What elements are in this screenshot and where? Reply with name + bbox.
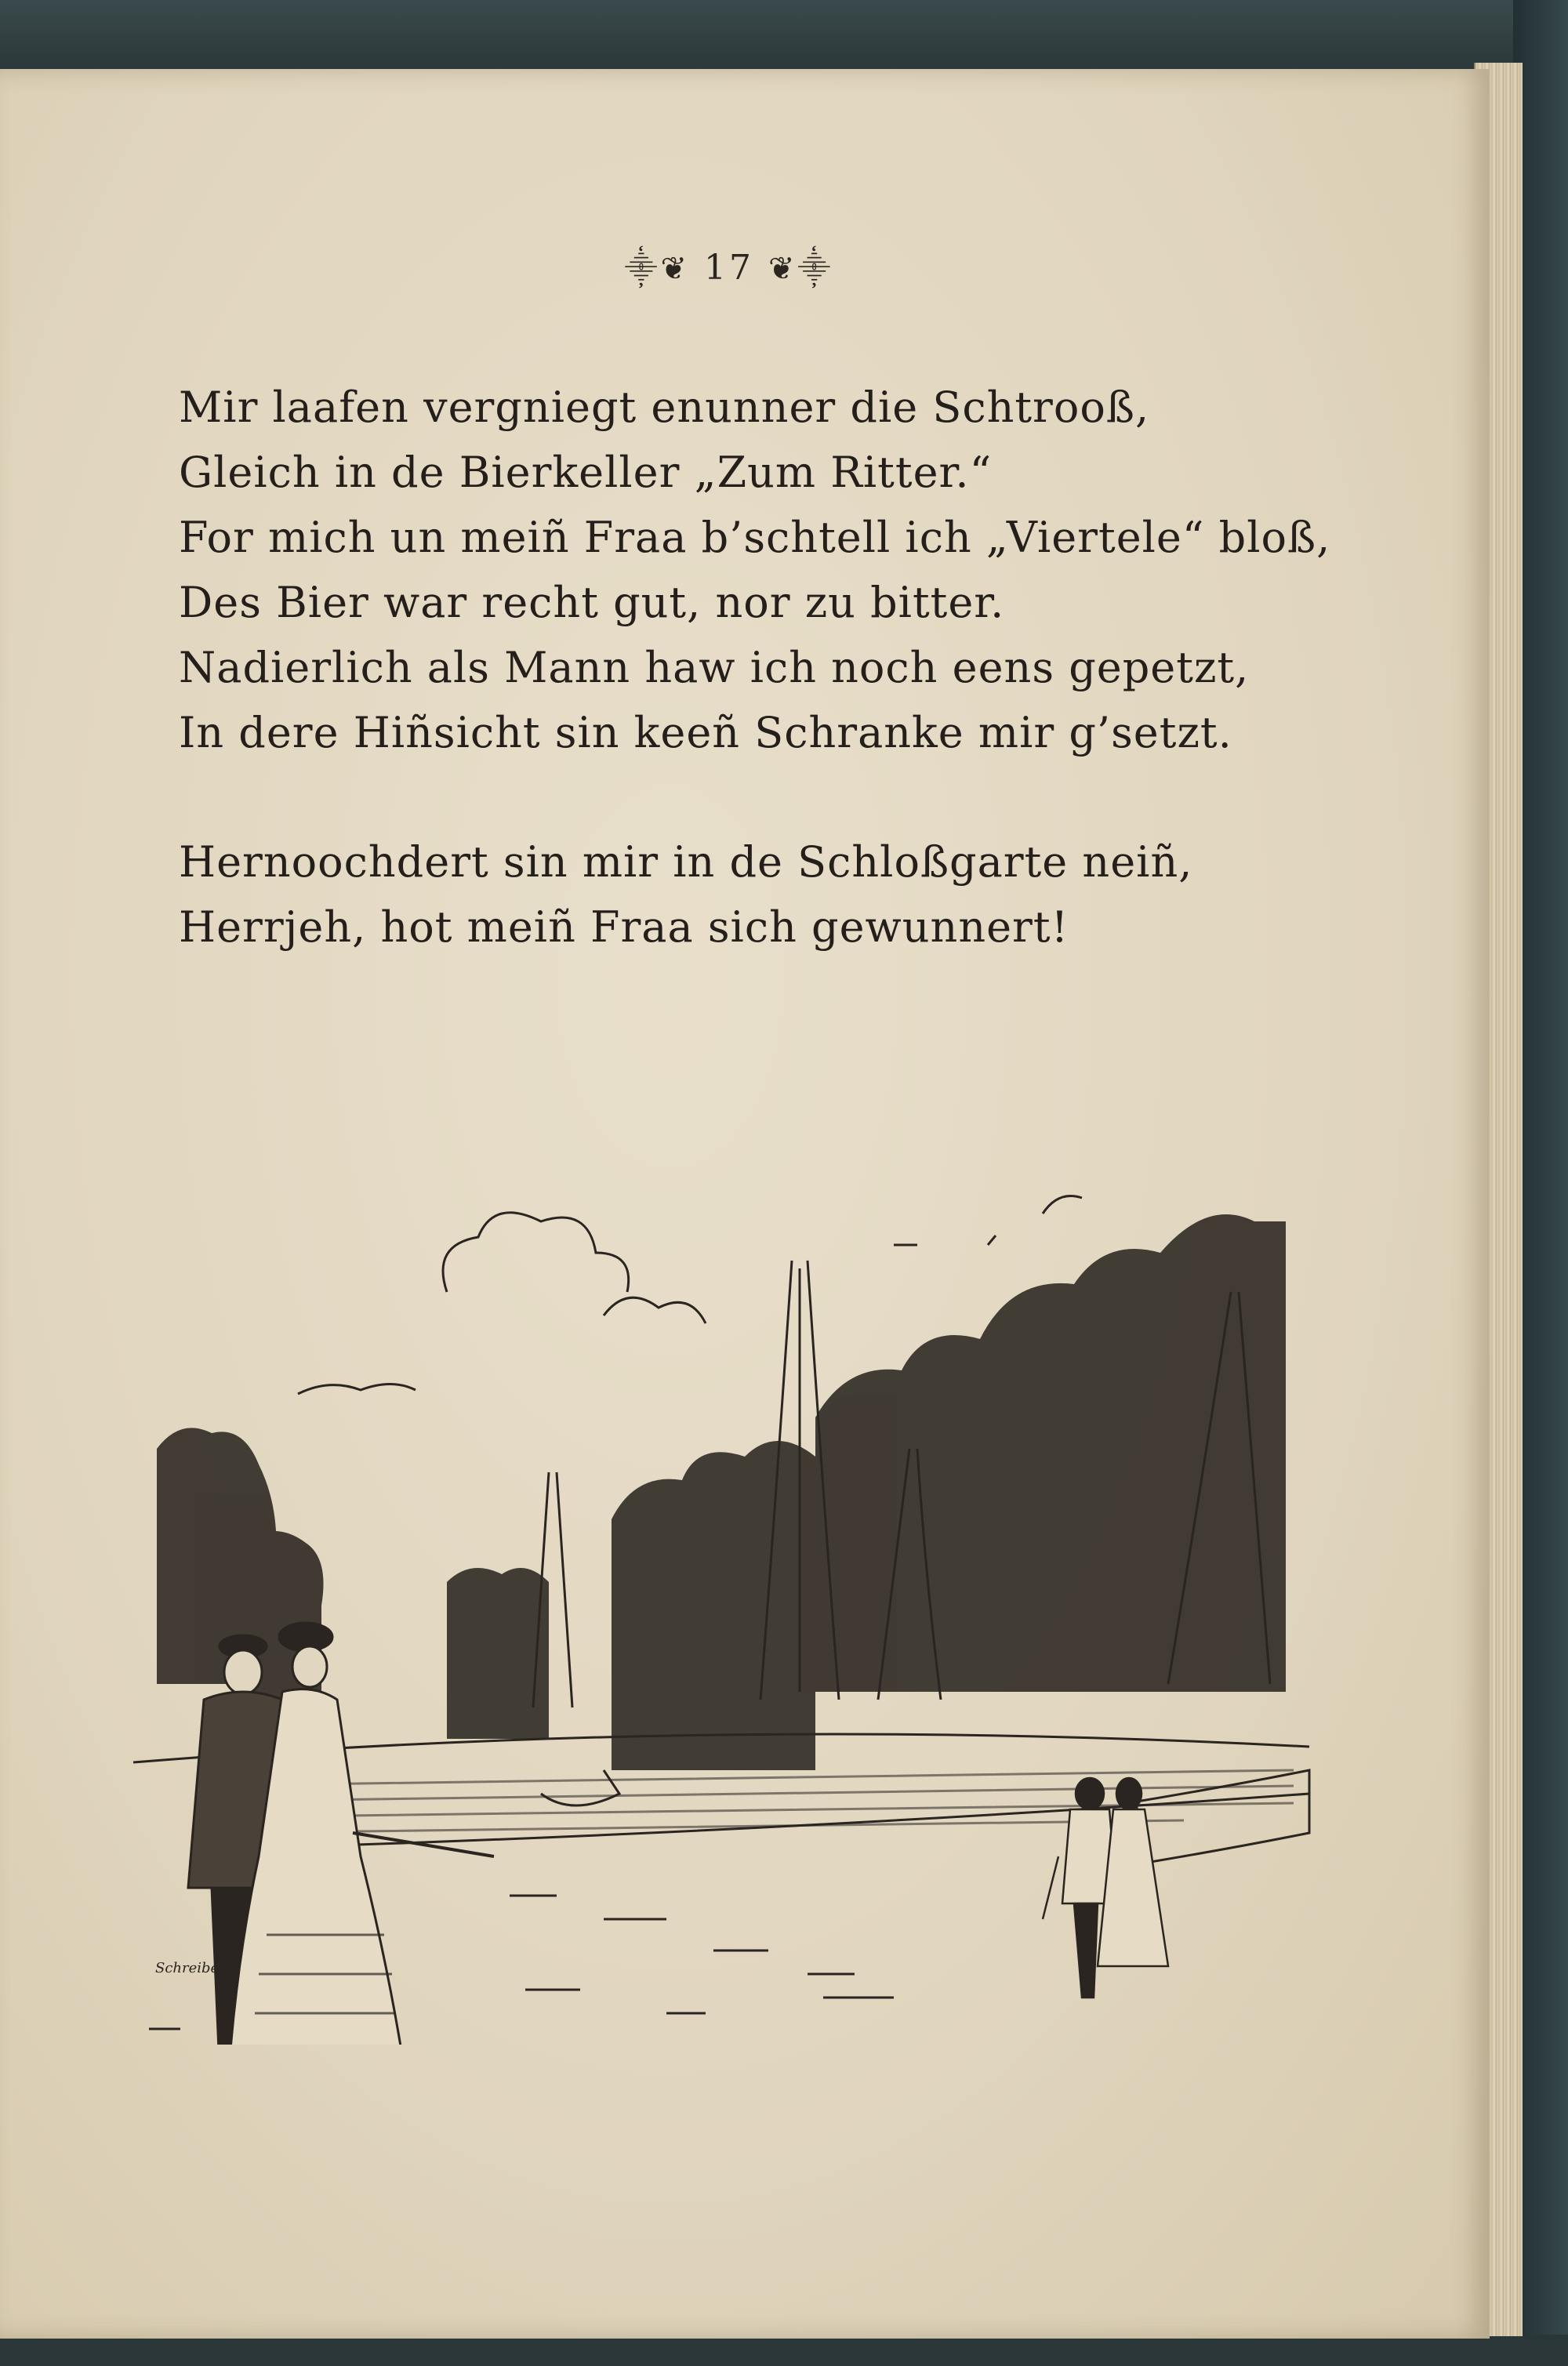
book-cover-bottom [0,2335,1568,2366]
cloud-outline [443,1213,629,1292]
ornament-right-icon: ❦⸎ [768,251,834,287]
man-head [224,1650,262,1694]
cloud-outline [604,1297,706,1323]
verse-line: In dere Hiñsicht sin keeñ Schranke mir g’setzt. [179,708,1232,757]
ornament-left-icon: ⸎❦ [624,251,690,287]
cloud-outline [298,1384,416,1395]
book-page [0,69,1490,2339]
verse-line: Hernoochdert sin mir in de Schloßgarte neiñ, [179,837,1193,887]
page-number [0,245,1458,288]
verse-line: Nadierlich als Mann haw ich noch eens gepetzt, [179,643,1250,692]
verse-line: For mich un meiñ Fraa b’schtell ich „Viertele“ bloß, [179,513,1331,562]
verse-line: Herrjeh, hot meiñ Fraa sich gewunnert! [179,902,1069,952]
path-strokes [510,1896,894,2013]
bg-man-legs [1074,1903,1098,1998]
bird-icon [988,1236,996,1245]
boat [541,1770,619,1805]
page-number-value: 17 [704,248,754,288]
trees-right [815,1214,1286,1692]
fountain-basin-wall [1137,1770,1309,1864]
trees-center [612,1441,815,1770]
artist-signature: Schreiber [155,1960,226,1976]
trees-mid-low [447,1568,549,1739]
stanza-1 [179,375,1330,765]
palace-garden-illustration [118,1010,1325,2045]
verse-line: Gleich in de Bierkeller „Zum Ritter.“ [179,448,993,497]
cane [1043,1856,1058,1919]
bg-man-head [1076,1778,1104,1809]
verse-line: Des Bier war recht gut, nor zu bitter. [179,578,1005,627]
bg-woman-head [1116,1778,1142,1809]
book-cover-top [0,0,1568,78]
verse-line: Mir laafen vergniegt enunner die Schtrooß, [179,383,1150,432]
stanza-2 [179,829,1192,960]
woman-head [292,1646,327,1687]
bird-icon [1043,1196,1082,1214]
